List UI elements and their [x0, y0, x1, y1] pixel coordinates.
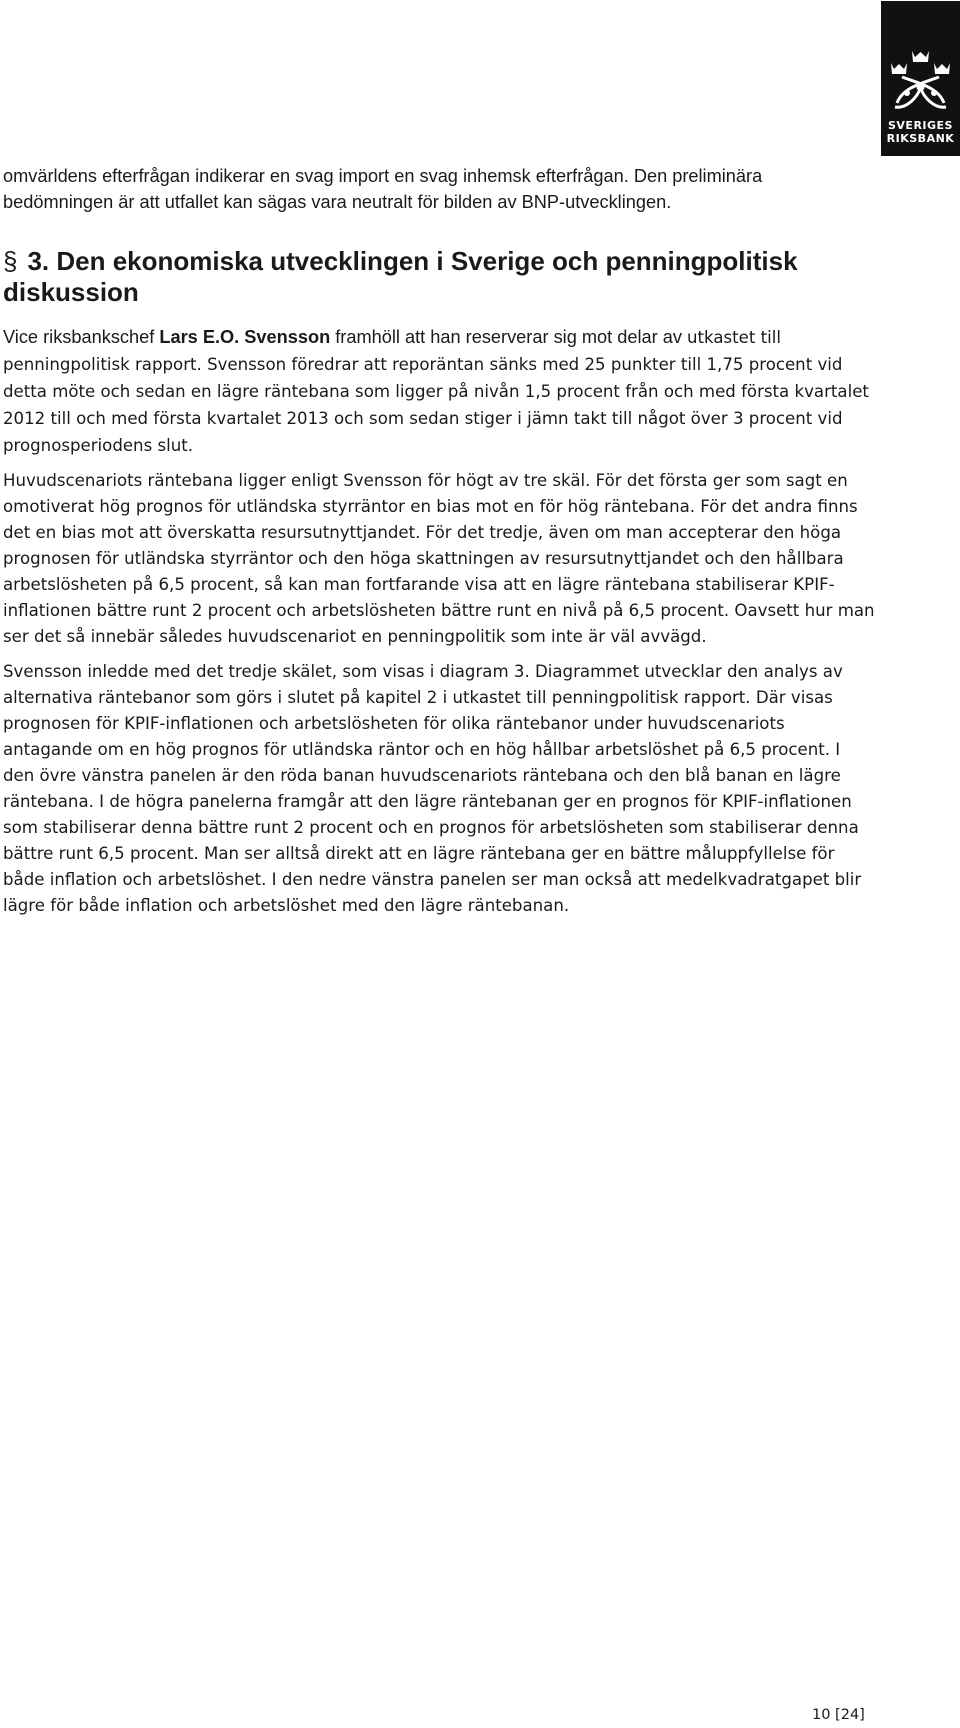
crown-emblem-icon	[887, 49, 954, 113]
body-paragraph: Huvudscenariots räntebana ligger enligt Svensson för högt av tre skäl. För det första ger som sagt en omotiverat hög prognos för utländska styrräntor en bias mot en för hög räntebana. För det andra finns det en bias mot att överskatta resursutnyttjandet. För det tredje, även om man accepterar den höga prognosen för utländska styrräntor och den höga skattningen av resursutnyttjandet och den hållbara arbetslösheten på 6,5 procent, så kan man fortfarande visa att en lägre räntebana stabiliserar KPIF-inflationen bättre runt 2 procent och arbetslösheten bättre runt en nivå på 6,5 procent. Oavsett hur man ser det så innebär således huvudscenariot en penningpolitik som inte är väl avvägd.	[3, 471, 875, 646]
lead-prefix: Vice riksbankschef	[3, 327, 160, 347]
section-title: 3. Den ekonomiska utvecklingen i Sverige och penningpolitisk diskussion	[3, 246, 798, 307]
speaker-name: Lars E.O. Svensson	[159, 327, 331, 347]
lead-rest: utkastet till penningpolitisk rapport. Svensson föredrar att reporäntan sänks med 25 punkter till 1,75 procent vid detta möte och sedan en lägre räntebana som ligger på nivån 1,5 procent från och med första kvartalet 2012 till och med första kvartalet 2013 och som sedan stiger i jämn takt till något över 3 procent vid prognosperiodens slut.	[3, 328, 869, 455]
body-paragraph: Svensson inledde med det tredje skälet, som visas i diagram 3. Diagrammet utvecklar den analys av alternativa räntebanor som görs i slutet på kapitel 2 i utkastet till penningpolitisk rapport. Där visas prognosen för KPIF-inflationen och arbetslösheten för olika räntebanor under huvudscenariots antagande om en hög prognos för utländska räntor och en hög hållbar arbetslöshet på 6,5 procent. I den övre vänstra panelen är den röda banan huvudscenariots räntebana och den blå banan en lägre räntebana. I de högra panelerna framgår att den lägre räntebanan ger en prognos för KPIF-inflationen som stabiliserar denna bättre runt 2 procent och en prognos för arbetslösheten som stabiliserar denna bättre runt 6,5 procent. Man ser alltså direkt att en lägre räntebana ger en bättre måluppfyllelse för både inflation och arbetslöshet. I den nedre vänstra panelen ser man också att medelkvadratgapet blir lägre för både inflation och arbetslöshet med den lägre räntebanan.	[3, 662, 862, 915]
lead-middle: framhöll att han reserverar sig mot delar av	[330, 327, 688, 347]
intro-paragraph: omvärldens efterfrågan indikerar en svag import en svag inhemsk efterfrågan. Den preliminära bedömningen är att utfallet kan sägas vara neutralt för bilden av BNP-utvecklingen.	[3, 166, 763, 212]
riksbank-logo	[881, 1, 960, 156]
section-heading	[3, 246, 875, 308]
section-sign: §	[3, 246, 18, 276]
document-body	[3, 163, 875, 919]
logo-text-sveriges: SVERIGES	[888, 119, 953, 132]
lead-paragraph	[3, 324, 875, 459]
page-number: 10 [24]	[812, 1707, 865, 1723]
logo-text-riksbank: RIKSBANK	[886, 132, 955, 145]
